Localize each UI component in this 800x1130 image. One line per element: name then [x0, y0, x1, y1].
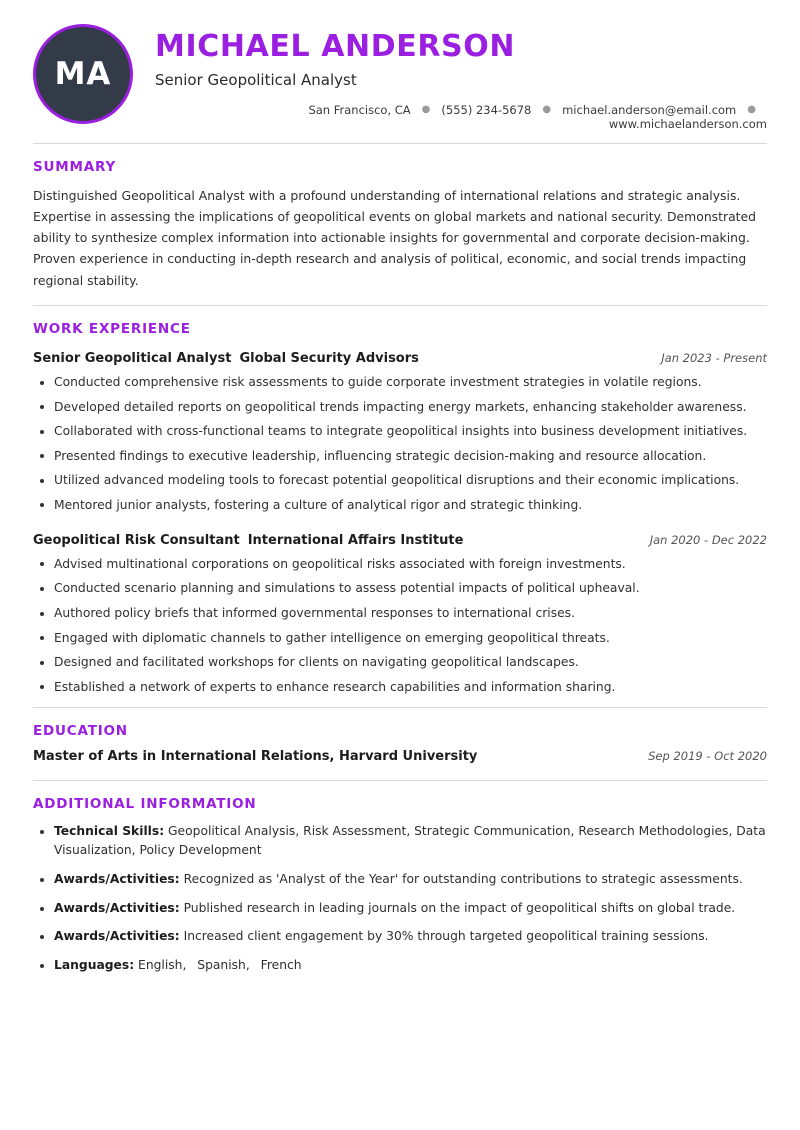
list-item: Designed and facilitated workshops for clients on navigating geopolitical landscapes. — [33, 653, 767, 672]
list-item: Mentored junior analysts, fostering a culture of analytical rigor and strategic thinking. — [33, 496, 767, 515]
list-item: Conducted scenario planning and simulations to assess potential impacts of political upheaval. — [33, 579, 767, 598]
education-dates: Sep 2019 - Oct 2020 — [648, 748, 767, 763]
experience-bullets — [33, 555, 767, 697]
list-item: Advised multinational corporations on geopolitical risks associated with foreign investments. — [33, 555, 767, 574]
list-item-languages — [33, 956, 767, 976]
experience-dates: Jan 2020 - Dec 2022 — [649, 532, 767, 547]
avatar — [33, 24, 133, 124]
page-title: MICHAEL ANDERSON — [155, 29, 516, 64]
languages-value — [138, 958, 309, 972]
additional-value: Recognized as 'Analyst of the Year' for outstanding contributions to strategic assessments. — [183, 872, 743, 887]
section-heading-education: EDUCATION — [33, 722, 128, 739]
list-item: Collaborated with cross-functional teams to integrate geopolitical insights into business development initiatives. — [33, 422, 767, 441]
section-heading-experience: WORK EXPERIENCE — [33, 321, 191, 338]
separator-dot-icon: ● — [421, 104, 431, 115]
experience-dates: Jan 2023 - Present — [661, 351, 767, 366]
experience-title-line — [33, 347, 419, 366]
contact-email[interactable]: michael.anderson@email.com — [562, 102, 737, 117]
contact-bar — [155, 103, 767, 131]
section-summary — [33, 144, 767, 292]
language-item: English, — [138, 958, 187, 973]
languages-label: Languages: — [54, 958, 135, 973]
resume-header — [33, 22, 767, 143]
additional-label: Awards/Activities: — [54, 900, 180, 915]
additional-value: Increased client engagement by 30% through targeted geopolitical training sessions. — [183, 929, 709, 944]
list-item — [33, 870, 767, 890]
list-item: Engaged with diplomatic channels to gather intelligence on emerging geopolitical threats. — [33, 629, 767, 648]
summary-text: Distinguished Geopolitical Analyst with a profound understanding of international relations and strategic analysis. Expertise in assessing the implications of geopolitical events on global markets and national security. Demonstrated ability to synthesize complex information into actionable insights for governmental and corporate decision-making. Proven experience in conducting in-depth research and analysis of political, economic, and social trends impacting regional stability. — [33, 187, 757, 288]
separator-dot-icon: ● — [542, 104, 552, 115]
section-experience — [33, 306, 767, 697]
experience-role: Senior Geopolitical Analyst — [33, 351, 232, 367]
experience-company: International Affairs Institute — [247, 532, 464, 548]
additional-value: Published research in leading journals on the impact of geopolitical shifts on global trade. — [183, 900, 736, 915]
experience-item — [33, 529, 767, 697]
list-item — [33, 822, 767, 861]
list-item: Presented findings to executive leadership, influencing strategic decision-making and resource allocation. — [33, 447, 767, 466]
list-item: Established a network of experts to enhance research capabilities and information sharing. — [33, 678, 767, 697]
contact-location: San Francisco, CA — [308, 102, 411, 117]
list-item: Utilized advanced modeling tools to forecast potential geopolitical disruptions and their economic implications. — [33, 471, 767, 490]
list-item — [33, 899, 767, 919]
experience-bullets — [33, 373, 767, 515]
experience-item-header — [33, 529, 767, 548]
additional-label: Awards/Activities: — [54, 929, 180, 944]
language-item: Spanish, — [197, 958, 250, 973]
experience-title-line — [33, 529, 463, 548]
section-heading-additional: ADDITIONAL INFORMATION — [33, 795, 257, 812]
language-item: French — [260, 958, 302, 973]
additional-list — [33, 822, 767, 976]
contact-website[interactable]: www.michaelanderson.com — [608, 116, 767, 131]
experience-company: Global Security Advisors — [239, 351, 419, 367]
list-item: Authored policy briefs that informed governmental responses to international crises. — [33, 604, 767, 623]
avatar-initials: MA — [54, 56, 112, 92]
contact-phone: (555) 234-5678 — [441, 102, 532, 117]
section-additional-information — [33, 781, 767, 976]
list-item — [33, 927, 767, 947]
experience-item — [33, 347, 767, 515]
separator-dot-icon: ● — [747, 104, 756, 115]
additional-label: Technical Skills: — [54, 823, 165, 838]
job-title: Senior Geopolitical Analyst — [155, 70, 357, 89]
experience-item-header — [33, 347, 767, 366]
additional-label: Awards/Activities: — [54, 872, 180, 887]
additional-value: Geopolitical Analysis, Risk Assessment, Strategic Communication, Research Methodologies, Data Visualization, Policy Development — [54, 823, 766, 858]
section-heading-summary: SUMMARY — [33, 158, 117, 175]
header-text-block — [133, 22, 767, 131]
education-degree: Master of Arts in International Relations, Harvard University — [33, 748, 478, 764]
experience-role: Geopolitical Risk Consultant — [33, 532, 240, 548]
list-item: Developed detailed reports on geopolitical trends impacting energy markets, enhancing stakeholder awareness. — [33, 398, 767, 417]
section-education — [33, 708, 767, 780]
education-item — [33, 749, 767, 764]
list-item: Conducted comprehensive risk assessments to guide corporate investment strategies in volatile regions. — [33, 373, 767, 392]
